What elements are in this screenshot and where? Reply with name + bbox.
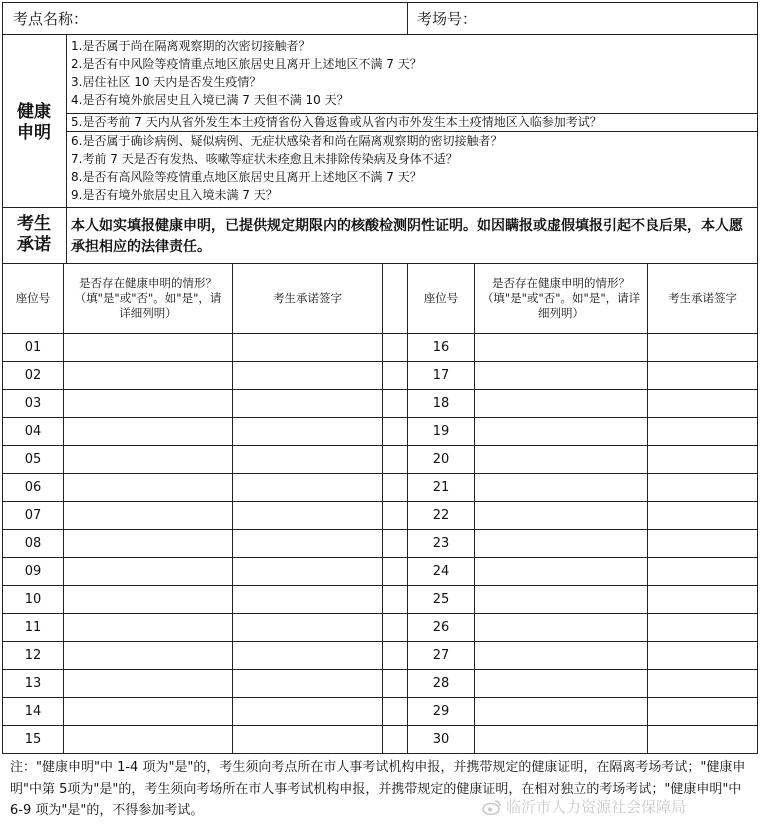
seat-number: 27 [432,648,450,663]
health-declaration-title: 健康 申明 [17,102,51,143]
health-question: 7.考前 7 天是否有发热、咳嗽等症状未痊愈且未排除传染病及身体不适？ [71,152,458,166]
pledge-title: 考生 承诺 [17,214,51,255]
seat-number: 08 [24,536,42,551]
weibo-icon [482,799,502,815]
seat-number: 13 [24,676,42,691]
table-row-line [2,641,758,642]
seat-number: 26 [432,620,450,635]
right-status-header: 是否存在健康申明的情形？（填"是"或"否"。如"是"，请详细列明） [481,276,641,320]
seat-number: 04 [24,424,42,439]
table-row-line [2,501,758,502]
health-bottom-line [2,207,758,208]
seat-number: 22 [432,508,450,523]
right-seat-header: 座位号 [423,291,459,305]
health-question: 8.是否有高风险等疫情重点地区旅居史且离开上述地区不满 7 天？ [71,170,422,184]
table-row-line [2,725,758,726]
seat-number: 11 [24,620,42,635]
left-seat-header: 座位号 [15,291,51,305]
seat-number: 23 [432,536,450,551]
table-bottom-line [2,753,758,754]
seat-number: 10 [24,592,42,607]
health-question: 3.居住社区 10 天内是否发生疫情？ [71,75,262,89]
header-bottom-line [2,34,758,35]
table-header-line [2,333,758,334]
right-signature-header: 考生承诺签字 [668,291,737,305]
left-signature-header: 考生承诺签字 [273,291,342,305]
pledge-text: 本人如实填报健康申明，已提供规定期限内的核酸检测阴性证明。如因瞒报或虚假填报引起不良后果，本人愿承担相应的法律责任。 [71,218,743,255]
seat-number: 14 [24,704,42,719]
label-column-line [66,34,67,263]
table-row-line [2,473,758,474]
seat-number: 15 [24,732,42,747]
health-question: 1.是否属于尚在隔离观察期的次密切接触者？ [71,39,311,53]
seat-number: 16 [432,340,450,355]
table-vline-c [382,263,383,753]
left-status-header: 是否存在健康申明的情形？（填"是"或"否"。如"是"，请详细列明） [74,276,222,320]
seat-number: 20 [432,452,450,467]
watermark-text: 临沂市人力资源社会保障局 [506,798,687,816]
table-vline-f [647,263,648,753]
seat-number: 01 [24,340,42,355]
health-question: 6.是否属于确诊病例、疑似病例、无症状感染者和尚在隔离观察期的密切接触者？ [71,134,503,148]
health-question: 4.是否有境外旅居史且入境已满 7 天但不满 10 天？ [71,93,349,107]
health-question: 5.是否考前 7 天内从省外发生本土疫情省份入鲁返鲁或从省内市外发生本土疫情地区入临参加考试？ [71,115,602,129]
exam-room-label: 考场号： [417,10,478,28]
table-row-line [2,445,758,446]
seat-number: 25 [432,592,450,607]
table-vline-a [63,263,64,753]
seat-number: 12 [24,648,42,663]
table-vline-b [232,263,233,753]
table-row-line [2,585,758,586]
seat-number: 02 [24,368,42,383]
header-divider [407,2,408,34]
health-question: 2.是否有中风险等疫情重点地区旅居史且离开上述地区不满 7 天？ [71,57,422,71]
table-row-line [2,669,758,670]
health-question: 9.是否有境外旅居史且入境未满 7 天？ [71,188,278,202]
seat-number: 28 [432,676,450,691]
seat-number: 19 [432,424,450,439]
footnote: 注："健康申明"中 1-4 项为"是"的，考生须向考点所在市人事考试机构申报，并携带规定的健康证明，在隔离考场考试；"健康申明"中第 5项为"是"的，考生须向考场所在市人事考试机构申报，并携带规定的健康证明，在相对独立的考场考试；"健康申明"中 6-9 项为"是"的，不得参加考试。 [10,760,746,818]
table-row-line [2,361,758,362]
table-row-line [2,417,758,418]
seat-number: 07 [24,508,42,523]
table-vline-e [474,263,475,753]
seat-number: 30 [432,732,450,747]
table-row-line [2,529,758,530]
watermark [482,796,686,817]
seat-number: 05 [24,452,42,467]
seat-number: 06 [24,480,42,495]
table-row-line [2,697,758,698]
seat-number: 09 [24,564,42,579]
seat-number: 24 [432,564,450,579]
venue-name-label: 考点名称： [13,10,89,28]
border-top [2,2,758,3]
table-row-line [2,613,758,614]
table-row-line [2,389,758,390]
seat-number: 29 [432,704,450,719]
seat-number: 21 [432,480,450,495]
seat-number: 17 [432,368,450,383]
table-row-line [2,557,758,558]
seat-number: 18 [432,396,450,411]
seat-number: 03 [24,396,42,411]
